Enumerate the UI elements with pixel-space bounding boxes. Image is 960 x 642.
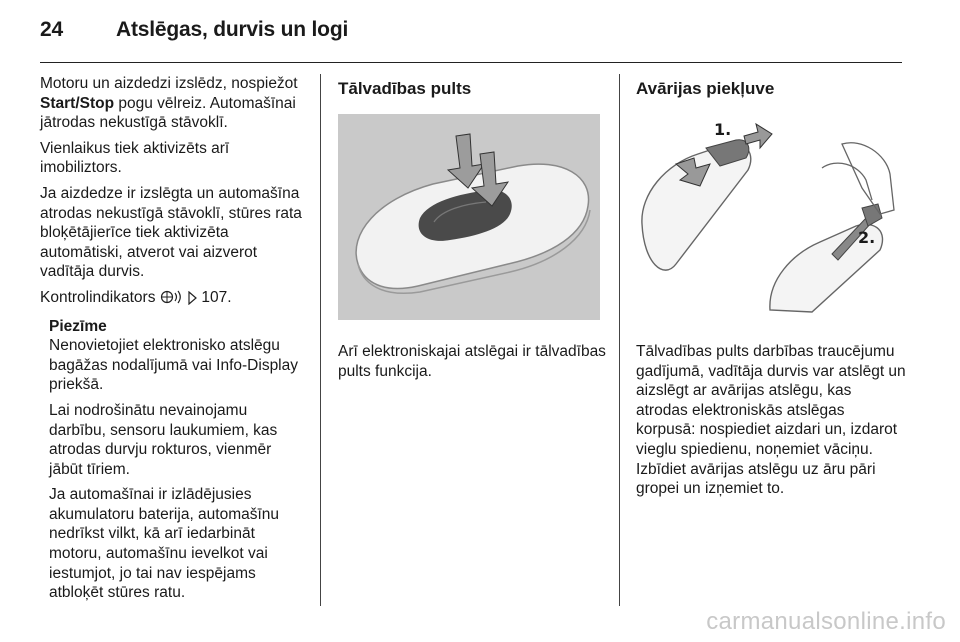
page-reference-icon [188,291,197,311]
header-rule [40,62,902,63]
column-divider-2 [619,74,620,606]
column-3 [636,74,906,505]
paragraph-steering-lock: Ja aizdedze ir izslēgta un automašīna atrodas nekustīgā stāvoklī, stūres rata bloķētājierīce tiek aktivizēta automātiski, atverot vai aizverot vadītāja durvis. [40,184,302,281]
key-fob-illustration [338,114,600,320]
start-stop-label: Start/Stop [40,94,115,112]
column-1 [40,74,308,609]
note-paragraph-2: Lai nodrošinātu nevainojamu darbību, sensoru laukumiem, kas atrodas durvju rokturos, vienmēr jābūt tīriem. [49,401,278,478]
watermark: carmanualsonline.info [706,608,946,635]
step-2-label: 2. [858,228,876,247]
paragraph-emergency-access: Tālvadības pults darbības traucējumu gadījumā, vadītāja durvis var atslēgt un aizslēgt ar avārijas atslēgu, kas atrodas elektroniskās atslēgas korpusā: nospiediet aizdari un, izdarot vieglu spiedienu, noņemiet vāciņu. Izbīdiet avārijas atslēgu uz āru pāri gropei un izņemiet to. [636,343,906,498]
step-1-label: 1. [714,120,732,139]
column-2 [338,74,606,387]
section-heading-emergency-access: Avārijas piekļuve [636,79,775,98]
paragraph-remote-function: Arī elektroniskajai atslēgai ir tālvadības pults funkcija. [338,343,606,380]
note-box [49,317,308,603]
note-paragraph-3: Ja automašīnai ir izlādējusies akumulatoru baterija, automašīnu nedrīkst vilkt, kā arī iedarbināt motoru, automašīnu ievelkot vai iestumjot, jo tai nav iespējams atbloķēt stūres ratu. [49,486,280,602]
note-title: Piezīme [49,317,107,335]
page-title: Atslēgas, durvis un logi [116,18,349,41]
steering-lock-indicator-icon [160,289,184,311]
paragraph-immobiliser: Vienlaikus tiek aktivizēts arī imobiliztors. [40,139,230,177]
paragraph-indicator: Kontrolindikators 107. [40,288,308,311]
emergency-key-figure [636,114,900,320]
paragraph-start-stop: Motoru un aizdedzi izslēdz, nospiežot Start/Stop pogu vēlreiz. Automašīnai jātrodas nekustīgā stāvoklī. [40,75,298,132]
emergency-key-illustration [636,114,900,320]
section-heading-remote: Tālvadības pults [338,79,472,98]
page-number: 24 [40,18,63,41]
note-paragraph-1: Nenovietojiet elektronisko atslēgu bagāžas nodalījumā vai Info-Display priekšā. [49,337,298,394]
column-divider-1 [320,74,321,606]
